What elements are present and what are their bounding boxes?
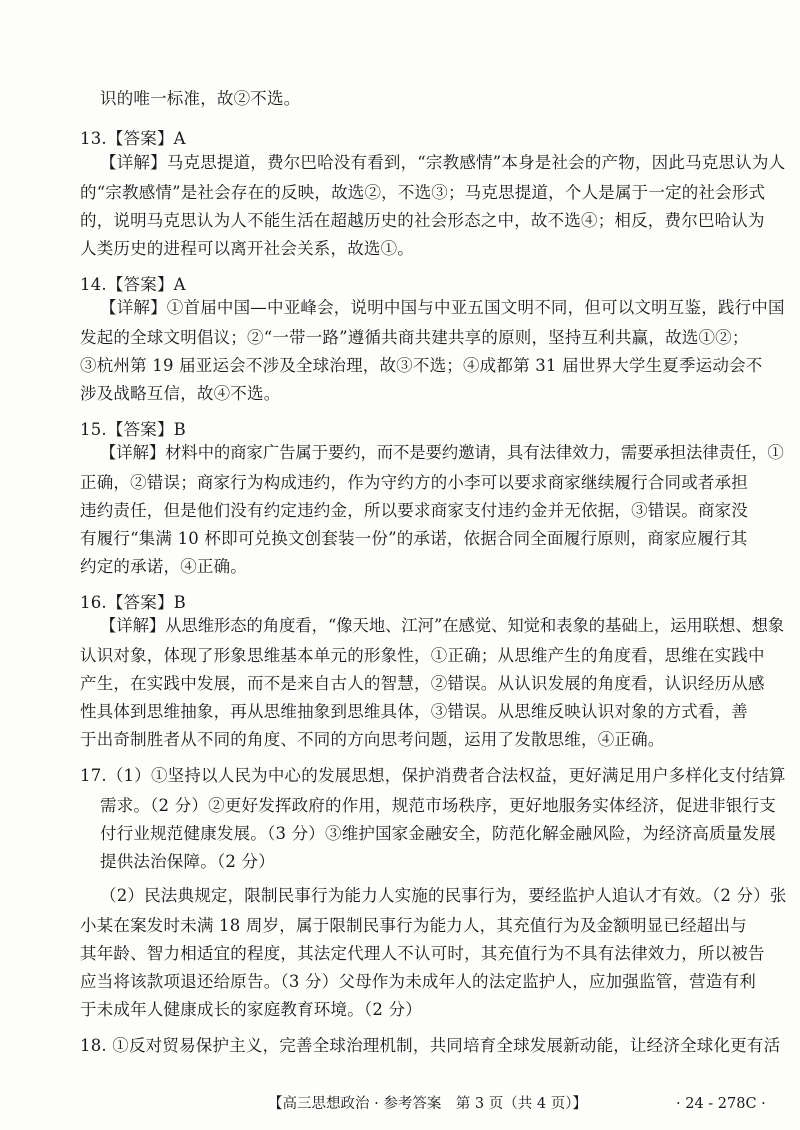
text-line: 应当将该款项退还给原告。（3 分）父母作为未成年人的法定监护人，应加强监管，营造有利 (80, 972, 756, 991)
text-line: 小某在案发时未满 18 周岁，属于限制民事行为能力人，其充值行为及金额明显已经超出与 (80, 916, 747, 935)
text-line: 需求。（2 分）②更好发挥政府的作用，规范市场秩序，更好地服务实体经济，促进非银行支 (100, 796, 776, 815)
text-line: 约定的承诺，④正确。 (80, 557, 247, 576)
text-line: 提供法治保障。（2 分） (100, 852, 275, 871)
footer-code: · 24 - 278C · (676, 1096, 766, 1112)
text-line: 14.【答案】A (80, 275, 186, 294)
text-line: 付行业规范健康发展。（3 分）③维护国家金融安全，防范化解金融风险，为经济高质量发展 (100, 824, 776, 843)
text-line: 17.（1）①坚持以人民为中心的发展思想，保护消费者合法权益，更好满足用户多样化支付结算 (80, 766, 786, 785)
text-line: 认识对象，体现了形象思维基本单元的形象性，①正确；从思维产生的角度看，思维在实践中 (80, 646, 765, 665)
text-line: 涉及战略互信，故④不选。 (80, 384, 281, 403)
page-footer (0, 1092, 800, 1116)
text-line: 15.【答案】B (80, 420, 186, 439)
text-line: 13.【答案】A (80, 129, 186, 148)
text-line: 正确，②错误；商家行为构成违约，作为守约方的小李可以要求商家继续履行合同或者承担 (80, 473, 748, 492)
text-line: 有履行“集满 10 杯即可兑换文创套装一份”的承诺，依据合同全面履行原则，商家应履行其 (80, 529, 748, 548)
text-line: 16.【答案】B (80, 593, 186, 612)
text-line: 识的唯一标准，故②不选。 (100, 89, 301, 108)
text-line: 于未成年人健康成长的家庭教育环境。（2 分） (80, 1000, 422, 1019)
text-line: 其年龄、智力相适宜的程度，其法定代理人不认可时，其充值行为不具有法律效力，所以被告 (80, 944, 765, 963)
text-line: （2）民法典规定，限制民事行为能力人实施的民事行为，要经监护人追认才有效。（2 分）张 (100, 886, 787, 905)
text-line: 性具体到思维抽象，再从思维抽象到思维具体，③错误。从思维反映认识对象的方式看，善 (80, 702, 748, 721)
text-line: 发起的全球文明倡议；②“一带一路”遵循共商共建共享的原则，坚持互利共赢，故选①②； (80, 328, 749, 347)
text-line: 【详解】从思维形态的角度看，“像天地、江河”在感觉、知觉和表象的基础上，运用联想、想象 (100, 616, 785, 635)
text-line: ③杭州第 19 届亚运会不涉及全球治理，故③不选；④成都第 31 届世界大学生夏季运动会不 (80, 356, 763, 375)
text-line: 【详解】①首届中国—中亚峰会，说明中国与中亚五国文明不同，但可以文明互鉴，践行中国 (100, 298, 785, 317)
text-line: 的，说明马克思认为人不能生活在超越历史的社会形态之中，故不选④；相反，费尔巴哈认为 (80, 211, 765, 230)
text-line: 人类历史的进程可以离开社会关系，故选①。 (80, 239, 414, 258)
text-line: 产生，在实践中发展，而不是来自古人的智慧，②错误。从认识发展的角度看，认识经历从感 (80, 674, 765, 693)
text-line: 【详解】马克思提道，费尔巴哈没有看到，“宗教感情”本身是社会的产物，因此马克思认为人 (100, 153, 786, 172)
footer-page-info: 【高三思想政治 · 参考答案 第 3 页（共 4 页）】 (268, 1096, 587, 1112)
text-line: 于出奇制胜者从不同的角度、不同的方向思考问题，运用了发散思维，④正确。 (80, 730, 665, 749)
text-line: 的“宗教感情”是社会存在的反映，故选②，不选③；马克思提道，个人是属于一定的社会形式 (80, 183, 766, 202)
text-line: 18. ①反对贸易保护主义，完善全球治理机制，共同培育全球发展新动能，让经济全球化更有活 (80, 1036, 781, 1055)
text-line: 违约责任，但是他们没有约定违约金，所以要求商家支付违约金并无依据，③错误。商家没 (80, 501, 748, 520)
text-line: 【详解】材料中的商家广告属于要约，而不是要约邀请，具有法律效力，需要承担法律责任，① (100, 443, 784, 462)
